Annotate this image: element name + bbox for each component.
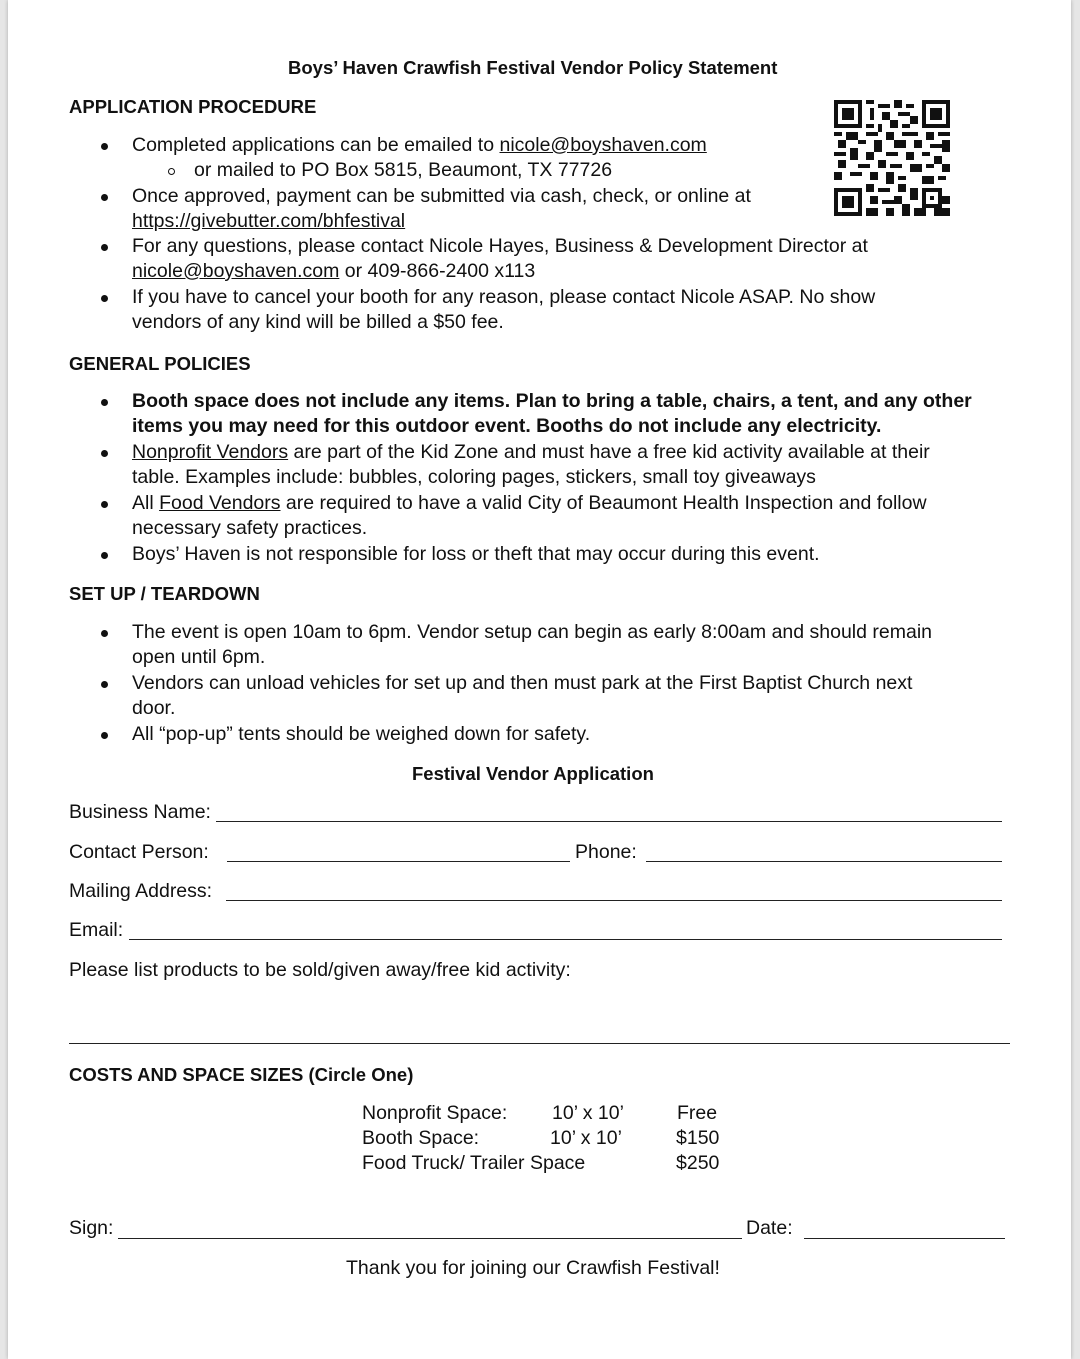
qr-code-icon[interactable] — [834, 100, 950, 216]
application-item-3-line2 — [132, 260, 535, 283]
phone-field[interactable] — [646, 861, 1002, 862]
bullet — [101, 681, 108, 688]
general-item-3-line2: necessary safety practices. — [132, 517, 368, 539]
bullet — [101, 143, 108, 150]
email-link[interactable]: nicole@boyshaven.com — [132, 260, 340, 282]
bullet — [101, 399, 108, 406]
section-heading-application: APPLICATION PROCEDURE — [69, 96, 317, 117]
sub-bullet — [168, 168, 175, 175]
application-item-1 — [132, 134, 707, 157]
cost-row-name: Nonprofit Space: — [362, 1102, 508, 1124]
cost-row-name: Food Truck/ Trailer Space — [362, 1152, 586, 1174]
products-field[interactable] — [69, 1043, 1010, 1044]
contact-person-field[interactable] — [227, 861, 570, 862]
setup-item-1-line2: open until 6pm. — [132, 646, 266, 668]
bullet — [101, 501, 108, 508]
application-item-4-line2: vendors of any kind will be billed a $50 fee. — [132, 311, 504, 333]
section-heading-general: GENERAL POLICIES — [69, 353, 251, 374]
general-item-1: Booth space does not include any items. Plan to bring a table, chairs, a tent, and any other — [132, 390, 972, 412]
email-field[interactable] — [129, 939, 1002, 940]
sign-label: Sign: — [69, 1217, 114, 1239]
section-heading-setup: SET UP / TEARDOWN — [69, 583, 260, 604]
cost-row-price: Free — [677, 1102, 718, 1124]
page-title: Boys’ Haven Crawfish Festival Vendor Policy Statement — [288, 57, 778, 78]
application-item-2: Once approved, payment can be submitted via cash, check, or online at — [132, 185, 751, 207]
products-label: Please list products to be sold/given away/free kid activity: — [69, 959, 571, 981]
general-item-3-text: are required to have a valid City of Beaumont Health Inspection and follow — [280, 492, 927, 514]
general-item-2-line2: table. Examples include: bubbles, coloring pages, stickers, small toy giveaways — [132, 466, 816, 488]
section-heading-costs: COSTS AND SPACE SIZES (Circle One) — [69, 1064, 414, 1085]
application-item-1-text: Completed applications can be emailed to — [132, 134, 500, 156]
business-name-label: Business Name: — [69, 801, 211, 823]
setup-item-3: All “pop-up” tents should be weighed down for safety. — [132, 723, 591, 745]
nonprofit-vendors-link[interactable]: Nonprofit Vendors — [132, 441, 289, 463]
setup-item-1: The event is open 10am to 6pm. Vendor setup can begin as early 8:00am and should remain — [132, 621, 933, 643]
bullet — [101, 630, 108, 637]
bullet — [101, 552, 108, 559]
food-vendors-link[interactable]: Food Vendors — [159, 492, 281, 514]
date-label: Date: — [746, 1217, 793, 1239]
bullet — [101, 194, 108, 201]
general-item-3-pre: All — [132, 492, 160, 514]
general-item-2-text: are part of the Kid Zone and must have a free kid activity available at their — [288, 441, 930, 463]
cost-row-price: $150 — [676, 1127, 720, 1149]
date-field[interactable] — [804, 1238, 1005, 1239]
general-item-4: Boys’ Haven is not responsible for loss or theft that may occur during this event. — [132, 543, 820, 565]
givebutter-link[interactable]: https://givebutter.com/bhfestival — [132, 210, 406, 232]
email-label: Email: — [69, 919, 124, 941]
general-item-1-line2: items you may need for this outdoor event. Booths do not include any electricity. — [132, 415, 882, 437]
form-title: Festival Vendor Application — [412, 763, 654, 784]
email-link[interactable]: nicole@boyshaven.com — [499, 134, 707, 156]
application-item-4: If you have to cancel your booth for any reason, please contact Nicole ASAP. No show — [132, 286, 876, 308]
mailing-address-label: Mailing Address: — [69, 880, 213, 902]
business-name-field[interactable] — [216, 821, 1002, 822]
setup-item-2-line2: door. — [132, 697, 176, 719]
bullet — [101, 732, 108, 739]
general-item-3 — [132, 492, 927, 515]
general-item-2 — [132, 441, 930, 464]
bullet — [101, 450, 108, 457]
cost-row-size: 10’ x 10’ — [552, 1102, 624, 1124]
bullet — [101, 244, 108, 251]
application-item-1-sub: or mailed to PO Box 5815, Beaumont, TX 77726 — [194, 159, 613, 181]
application-item-3: For any questions, please contact Nicole Hayes, Business & Development Director at — [132, 235, 868, 257]
sign-field[interactable] — [118, 1238, 742, 1239]
bullet — [101, 295, 108, 302]
cost-row-name: Booth Space: — [362, 1127, 480, 1149]
phone-text: or 409-866-2400 x113 — [339, 260, 536, 282]
setup-item-2: Vendors can unload vehicles for set up and then must park at the First Baptist Church next — [132, 672, 913, 694]
document-page — [8, 0, 1071, 1359]
cost-row-size: 10’ x 10’ — [550, 1127, 622, 1149]
mailing-address-field[interactable] — [226, 900, 1002, 901]
phone-label: Phone: — [575, 841, 637, 863]
footer-thanks: Thank you for joining our Crawfish Festival! — [346, 1257, 720, 1279]
cost-row-price: $250 — [676, 1152, 720, 1174]
contact-person-label: Contact Person: — [69, 841, 209, 863]
